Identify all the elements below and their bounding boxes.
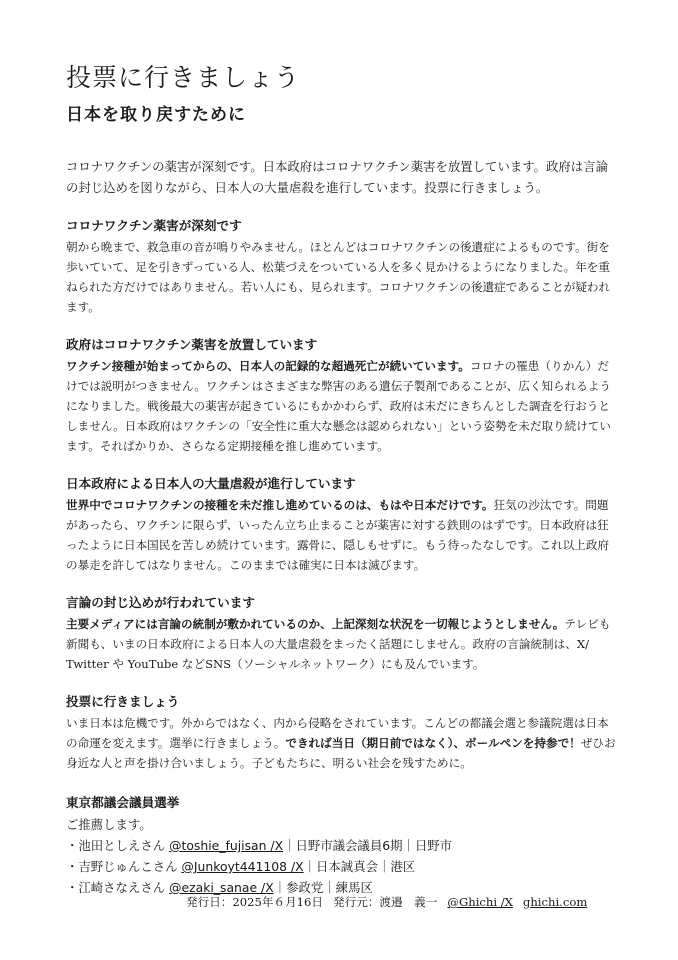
section-mass-killing: [66, 475, 616, 575]
candidate-item: [66, 856, 616, 877]
section-heading: コロナワクチン薬害が深刻です: [66, 218, 242, 233]
publisher-handle-link[interactable]: @Ghichi /X: [447, 895, 513, 909]
section-text: [66, 356, 616, 456]
section-body: テレビも新聞も、いまの日本政府による日本人の大量虐殺をまったく話題にしません。政府の言論統制は、X/ Twitter や YouTube などSNS（ソーシャルネットワーク）にも及んでいます。: [66, 617, 611, 671]
section-government-neglect: [66, 336, 616, 456]
candidate-handle-link[interactable]: @toshie_fujisan /X: [169, 838, 284, 853]
website-link[interactable]: ghichi.com: [522, 895, 588, 909]
election-heading: 東京都議会議員選挙: [66, 795, 180, 810]
section-heading: 政府はコロナワクチン薬害を放置しています: [66, 337, 318, 352]
candidate-list: [66, 835, 616, 898]
section-bold-lead: 世界中でコロナワクチンの接種を未だ推し進めているのは、もはや日本だけです。: [66, 498, 494, 512]
candidate-handle-link[interactable]: @Junkoyt441108 /X: [181, 859, 304, 874]
section-text: [66, 495, 616, 575]
section-body: 狂気の沙汰です。問題があったら、ワクチンに限らず、いったん立ち止まることが薬害に対する鉄則のはずです。日本政府は狂ったように日本国民を苦しめ続けています。露骨に、隠しもせずに。もう待ったなしです。これ以上政府の暴走を許してはなりません。このままでは確実に日本は滅びます。: [66, 498, 610, 572]
section-text: [66, 237, 616, 317]
section-heading: 日本政府による日本人の大量虐殺が進行しています: [66, 476, 356, 491]
section-bold-call: できれば当日（期日前ではなく）、ボールペンを持参で！: [285, 736, 581, 750]
section-text: [66, 614, 616, 674]
candidate-name: ・池田としえさん: [66, 838, 170, 853]
page-title: 投票に行きましょう: [66, 63, 301, 92]
flyer-page: [66, 62, 616, 898]
section-heading: 投票に行きましょう: [66, 694, 180, 709]
section-body: 朝から晩まで、救急車の音が鳴りやみません。ほとんどはコロナワクチンの後遺症によるものです。街を歩いていて、足を引きずっている人、松葉づえをついている人を多く見かけるようになりました。年を重ねられた方だけではありません。若い人にも、見られます。コロナワクチンの後遺症であることが疑われます。: [66, 240, 611, 314]
recommend-text: ご推薦します。: [66, 817, 152, 832]
candidate-details: ｜参政党｜練馬区: [273, 880, 373, 895]
candidate-item: [66, 835, 616, 856]
publisher: 発行元：渡邉 義一: [333, 895, 438, 909]
section-heading: 言論の封じ込めが行われています: [66, 595, 255, 610]
section-body: コロナの罹患（りかん）だけでは説明がつきません。ワクチンはさまざまな弊害のある遺伝子製剤であることが、広く知られるようになりました。戦後最大の薬害が起きているにもかかわらず、政府は未だにきちんとした調査を行おうとしません。日本政府はワクチンの「安全性に重大な懸念は認められない」という姿勢を未だ取り続けています。それぱかりか、さらなる定期接種を推し進めています。: [66, 359, 612, 453]
page-subtitle: 日本を取り戻すために: [66, 105, 246, 125]
section-vaccine-harm: [66, 217, 616, 317]
candidate-name: ・吉野じゅんこさん: [66, 859, 182, 874]
footer: [186, 894, 587, 910]
section-speech-suppression: [66, 594, 616, 674]
candidate-handle-link[interactable]: @ezaki_sanae /X: [169, 880, 274, 895]
issue-date: 発行日：2025年６月16日: [186, 895, 324, 909]
candidate-details: ｜日本誠真会｜港区: [303, 859, 416, 874]
election-block: [66, 794, 616, 898]
section-body-before: いま日本は危機です。外からではなく、内から侵略をされています。こんどの都議会選と参議院選は日本の命運を変えます。選挙に行きましょう。: [66, 716, 609, 750]
section-bold-lead: 主要メディアには言論の統制が敷かれているのか、上記深刻な状況を一切報じようとしません。: [66, 617, 565, 631]
candidate-name: ・江崎さなえさん: [66, 880, 170, 895]
section-body: ぜひお身近な人と声を掛け合いましょう。子どもたちに、明るい社会を残すために。: [66, 736, 616, 770]
section-bold-lead: ワクチン接種が始まってからの、日本人の記録的な超過死亡が続いています。: [66, 359, 470, 373]
intro-paragraph: コロナワクチンの薬害が深刻です。日本政府はコロナワクチン薬害を放置しています。政府は言論の封じ込めを図りながら、日本人の大量虐殺を進行しています。投票に行きましょう。: [66, 159, 608, 195]
section-text: [66, 713, 616, 773]
section-go-vote: [66, 693, 616, 773]
candidate-details: ｜日野市議会議員6期｜日野市: [283, 838, 453, 853]
